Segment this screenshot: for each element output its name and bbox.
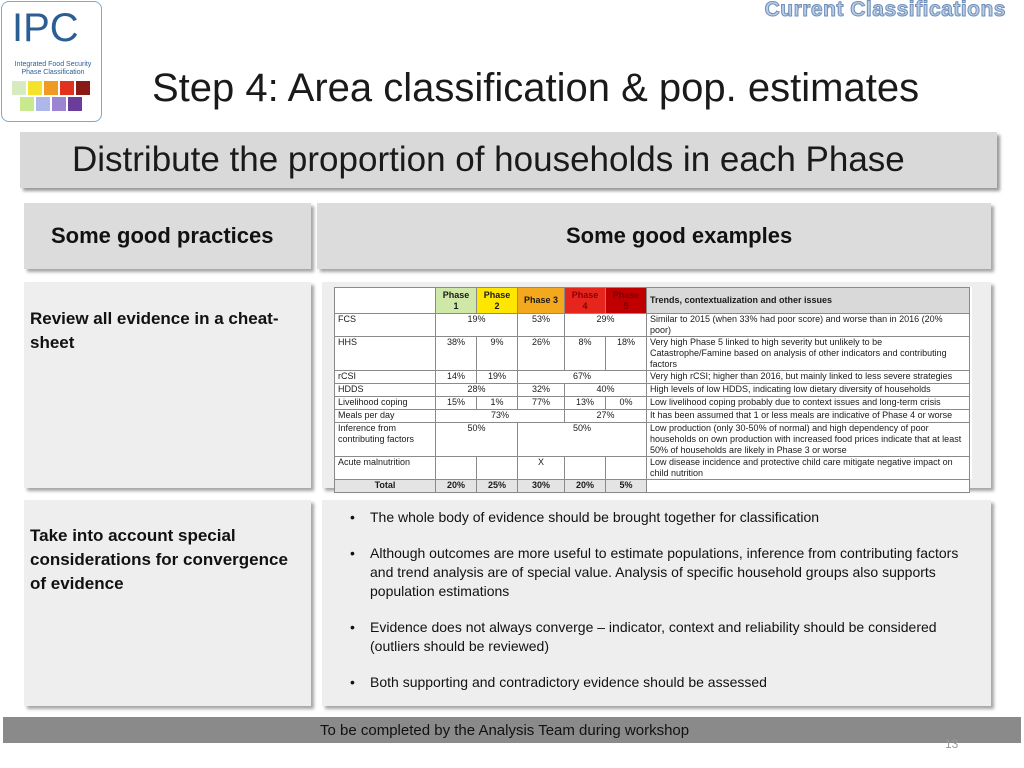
practices-header: Some good practices: [51, 223, 274, 248]
table-total-row: [335, 480, 970, 493]
table-row: [335, 384, 970, 397]
cell: 19%: [436, 314, 518, 337]
trend-cell: Low disease incidence and protective child care mitigate negative impact on child nutrition: [647, 457, 970, 480]
table-row: [335, 314, 970, 337]
phase-3-label: Phase 3: [523, 295, 559, 305]
cell: 20%: [565, 480, 606, 493]
logo-subtitle: Integrated Food Security Phase Classification: [14, 61, 92, 76]
table-row: [335, 423, 970, 457]
cell: [477, 457, 518, 480]
cell: 30%: [518, 480, 565, 493]
logo-swatch: [28, 81, 42, 95]
table-row: [335, 457, 970, 480]
cell: 8%: [565, 337, 606, 371]
logo-swatch: [60, 81, 74, 95]
trend-cell: Similar to 2015 (when 33% had poor score) and worse than in 2016 (20% poor): [647, 314, 970, 337]
cell: 50%: [518, 423, 647, 457]
ipc-logo: [1, 1, 102, 122]
cell: [647, 480, 970, 493]
evidence-table-wrap: [334, 287, 972, 490]
list-item: • The whole body of evidence should be brought together for classification: [350, 508, 960, 527]
cell: 20%: [436, 480, 477, 493]
examples-header: Some good examples: [566, 223, 793, 248]
practice-panel-1: [24, 282, 311, 488]
row-label: HHS: [335, 337, 436, 371]
evidence-table: [334, 287, 970, 493]
table-header-row: [335, 288, 970, 314]
table-header-indicator: [335, 288, 436, 314]
trend-cell: Very high rCSI; higher than 2016, but mainly linked to less severe strategies: [647, 371, 970, 384]
cell: 5%: [606, 480, 647, 493]
cell: 14%: [436, 371, 477, 384]
banner-text: Distribute the proportion of households in each Phase: [72, 140, 905, 179]
list-item: • Both supporting and contradictory evidence should be assessed: [350, 673, 960, 692]
table-row: [335, 410, 970, 423]
table-row: [335, 397, 970, 410]
cell: 9%: [477, 337, 518, 371]
cell: 25%: [477, 480, 518, 493]
cell: 67%: [518, 371, 647, 384]
examples-header-panel: [317, 203, 991, 269]
logo-swatch: [36, 97, 50, 111]
row-label: Inference from contributing factors: [335, 423, 436, 457]
logo-swatch: [52, 97, 66, 111]
bullet-list: [350, 508, 960, 709]
cell: 1%: [477, 397, 518, 410]
trend-cell: It has been assumed that 1 or less meals are indicative of Phase 4 or worse: [647, 410, 970, 423]
list-item: • Evidence does not always converge – indicator, context and reliability should be considered (outliers should be reviewed): [350, 618, 960, 656]
phase-1-header: [436, 288, 477, 314]
phase-4-header: [565, 288, 606, 314]
footer-bar: [3, 717, 1021, 743]
list-item: • Although outcomes are more useful to estimate populations, inference from contributing factors and trend analysis are of special value. Analysis of specific household groups also supports population estimations: [350, 544, 960, 601]
table-row: [335, 337, 970, 371]
footer-text: To be completed by the Analysis Team during workshop: [320, 722, 690, 739]
practice-panel-2: [24, 500, 311, 706]
trend-cell: Low production (only 30-50% of normal) and high dependency of poor households on own production with increased food prices indicate that at least 50% of households are likely in Phase 3 or worse: [647, 423, 970, 457]
row-label: rCSI: [335, 371, 436, 384]
cell: 50%: [436, 423, 518, 457]
cell: [565, 457, 606, 480]
cell: 29%: [565, 314, 647, 337]
logo-swatch: [20, 97, 34, 111]
logo-swatch: [44, 81, 58, 95]
cell: 40%: [565, 384, 647, 397]
row-label: FCS: [335, 314, 436, 337]
cell: 77%: [518, 397, 565, 410]
cell: 27%: [565, 410, 647, 423]
cell: [606, 457, 647, 480]
cell: 73%: [436, 410, 565, 423]
phase-2-header: [477, 288, 518, 314]
trend-cell: High levels of low HDDS, indicating low dietary diversity of households: [647, 384, 970, 397]
cell: 0%: [606, 397, 647, 410]
trend-header: Trends, contextualization and other issues: [647, 288, 970, 314]
row-label: Livelihood coping: [335, 397, 436, 410]
cell: 38%: [436, 337, 477, 371]
table-row: [335, 371, 970, 384]
cell: 26%: [518, 337, 565, 371]
cell: X: [518, 457, 565, 480]
trend-cell: Very high Phase 5 linked to high severity but unlikely to be Catastrophe/Famine based on analysis of other indicators and contributing factors: [647, 337, 970, 371]
practice-text-2: Take into account special considerations for convergence of evidence: [30, 526, 288, 593]
cell: 15%: [436, 397, 477, 410]
cell: [436, 457, 477, 480]
banner: [20, 132, 997, 188]
section-tag: Current Classifications: [764, 0, 1006, 21]
logo-swatch: [68, 97, 82, 111]
page-title: Step 4: Area classification & pop. estimates: [152, 66, 920, 110]
row-label: Total: [335, 480, 436, 493]
phase-4-label: Phase 4: [571, 289, 599, 311]
practices-header-panel: [24, 203, 311, 269]
row-label: Meals per day: [335, 410, 436, 423]
cell: 28%: [436, 384, 518, 397]
cell: 13%: [565, 397, 606, 410]
page-number: 13: [945, 737, 959, 751]
logo-text: IPC: [12, 6, 79, 50]
phase-2-label: Phase 2: [483, 289, 511, 311]
logo-swatch: [12, 81, 26, 95]
cell: 18%: [606, 337, 647, 371]
cell: 32%: [518, 384, 565, 397]
row-label: Acute malnutrition: [335, 457, 436, 480]
cell: 53%: [518, 314, 565, 337]
cell: 19%: [477, 371, 518, 384]
trend-cell: Low livelihood coping probably due to context issues and long-term crisis: [647, 397, 970, 410]
row-label: HDDS: [335, 384, 436, 397]
phase-5-label: Phase 5: [612, 289, 640, 311]
logo-swatch: [76, 81, 90, 95]
phase-5-header: [606, 288, 647, 314]
practice-text-1: Review all evidence in a cheat-sheet: [30, 309, 279, 352]
phase-3-header: [518, 288, 565, 314]
phase-1-label: Phase 1: [442, 289, 470, 311]
